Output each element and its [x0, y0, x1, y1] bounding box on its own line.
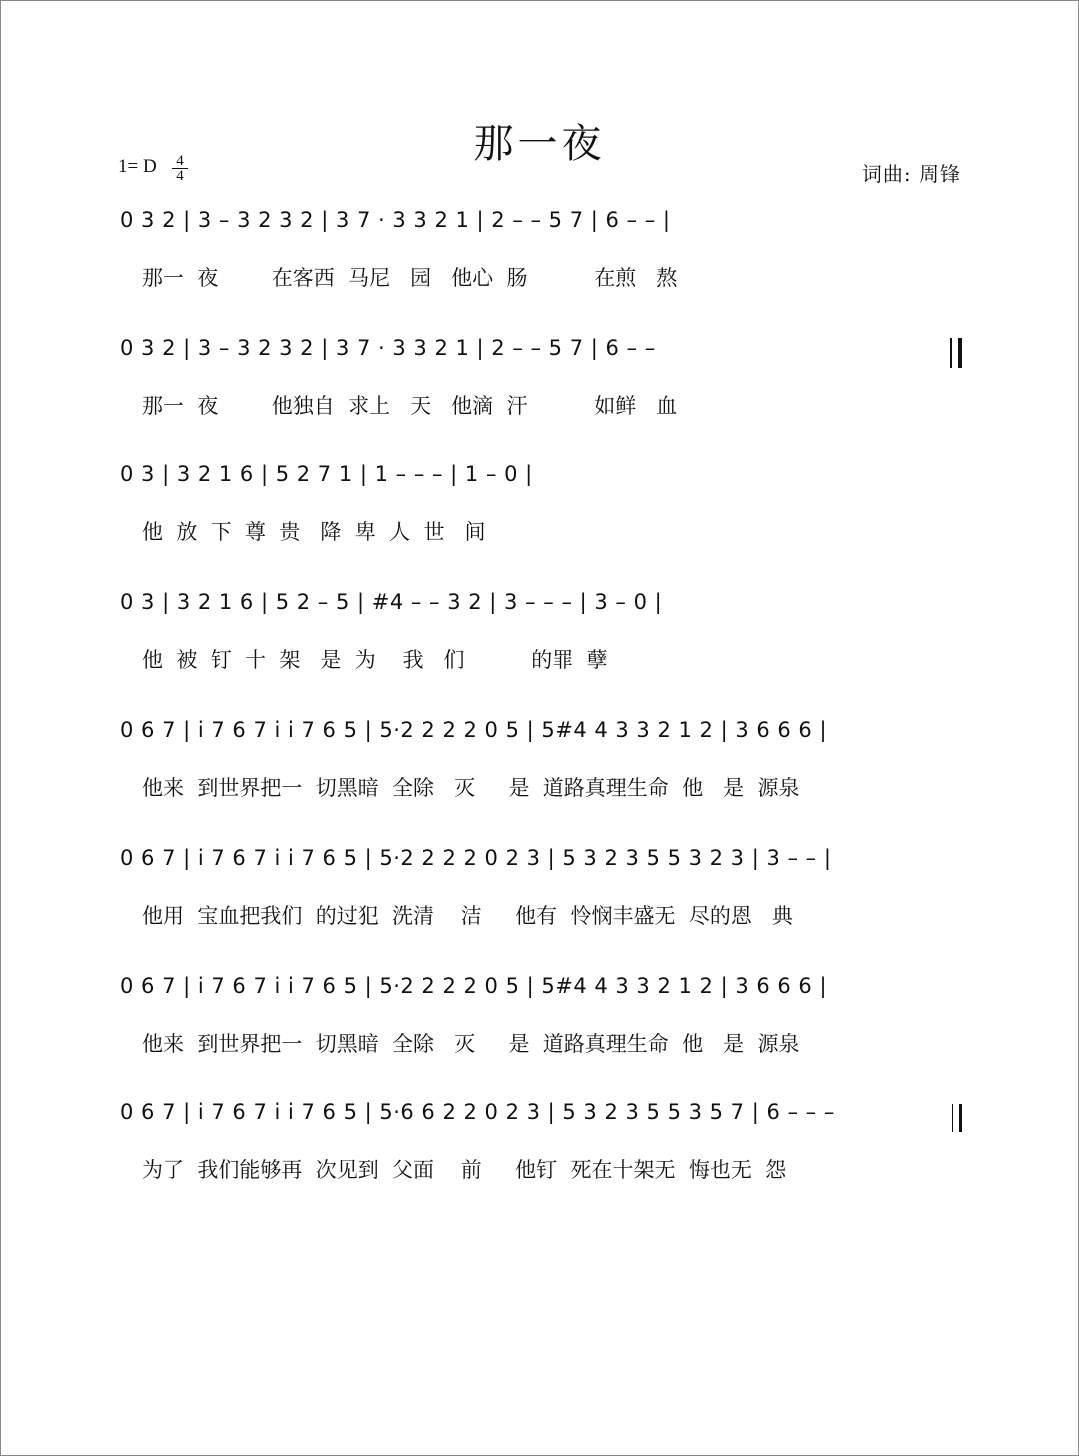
final-barline	[952, 1104, 962, 1132]
lyrics-row: 他来 到世界把一 切黑暗 全除 灭 是 道路真理生命 他 是 源泉	[142, 1032, 800, 1056]
key-signature: 1= D	[118, 156, 157, 177]
lyrics-row: 那一 夜 在客西 马尼 园 他心 肠 在煎 熬	[142, 266, 678, 290]
time-signature-top: 4	[172, 154, 188, 169]
notation-row: 0 3 | 3 2 1 6 | 5 2 – 5 | #4 – – 3 2 | 3 – – – | 3 – 0 |	[120, 590, 663, 614]
lyrics-row: 为了 我们能够再 次见到 父面 前 他钉 死在十架无 悔也无 怨	[142, 1158, 787, 1182]
notation-row: 0 6 7 | i 7 6 7 i i 7 6 5 | 5·2 2 2 2 0 5 | 5#4 4 3 3 2 1 2 | 3 6 6 6 |	[120, 974, 828, 998]
notation-row: 0 6 7 | i 7 6 7 i i 7 6 5 | 5·2 2 2 2 0 2 3 | 5 3 2 3 5 5 3 2 3 | 3 – – |	[120, 846, 832, 870]
notation-row	[120, 336, 962, 376]
notation-text: 0 3 2 | 3 – 3 2 3 2 | 3 7 · 3 3 2 1 | 2 – – 5 7 | 6 – –	[120, 336, 656, 360]
notation-text: 0 6 7 | i 7 6 7 i i 7 6 5 | 5·6 6 2 2 0 2 3 | 5 3 2 3 5 5 3 5 7 | 6 – – –	[120, 1100, 835, 1124]
notation-row: 0 3 2 | 3 – 3 2 3 2 | 3 7 · 3 3 2 1 | 2 – – 5 7 | 6 – – |	[120, 208, 671, 232]
score-line-5	[120, 718, 962, 802]
lyrics-row: 那一 夜 他独自 求上 天 他滴 汗 如鲜 血	[142, 394, 678, 418]
score-line-6	[120, 846, 962, 930]
notation-row	[120, 1100, 962, 1140]
lyrics-row: 他 放 下 尊 贵 降 卑 人 世 间	[142, 520, 486, 544]
score-line-8	[120, 1100, 962, 1184]
score-line-7	[120, 974, 962, 1058]
score-line-4	[120, 590, 962, 674]
lyrics-row: 他来 到世界把一 切黑暗 全除 灭 是 道路真理生命 他 是 源泉	[142, 776, 800, 800]
notation-row: 0 6 7 | i 7 6 7 i i 7 6 5 | 5·2 2 2 2 0 5 | 5#4 4 3 3 2 1 2 | 3 6 6 6 |	[120, 718, 828, 742]
double-barline	[950, 338, 962, 368]
score-line-1	[120, 208, 962, 292]
lyrics-row: 他用 宝血把我们 的过犯 洗清 洁 他有 怜悯丰盛无 尽的恩 典	[142, 904, 793, 928]
lyricist-composer-credit: 词曲: 周锋	[861, 162, 961, 186]
time-signature	[172, 154, 188, 183]
song-title: 那一夜	[473, 121, 606, 167]
notation-row: 0 3 | 3 2 1 6 | 5 2 7 1 | 1 – – – | 1 – 0 |	[120, 462, 533, 486]
lyrics-row: 他 被 钉 十 架 是 为 我 们 的罪 孽	[142, 648, 608, 672]
score-line-2	[120, 336, 962, 420]
score-line-3	[120, 462, 962, 546]
time-signature-bottom: 4	[176, 168, 184, 184]
